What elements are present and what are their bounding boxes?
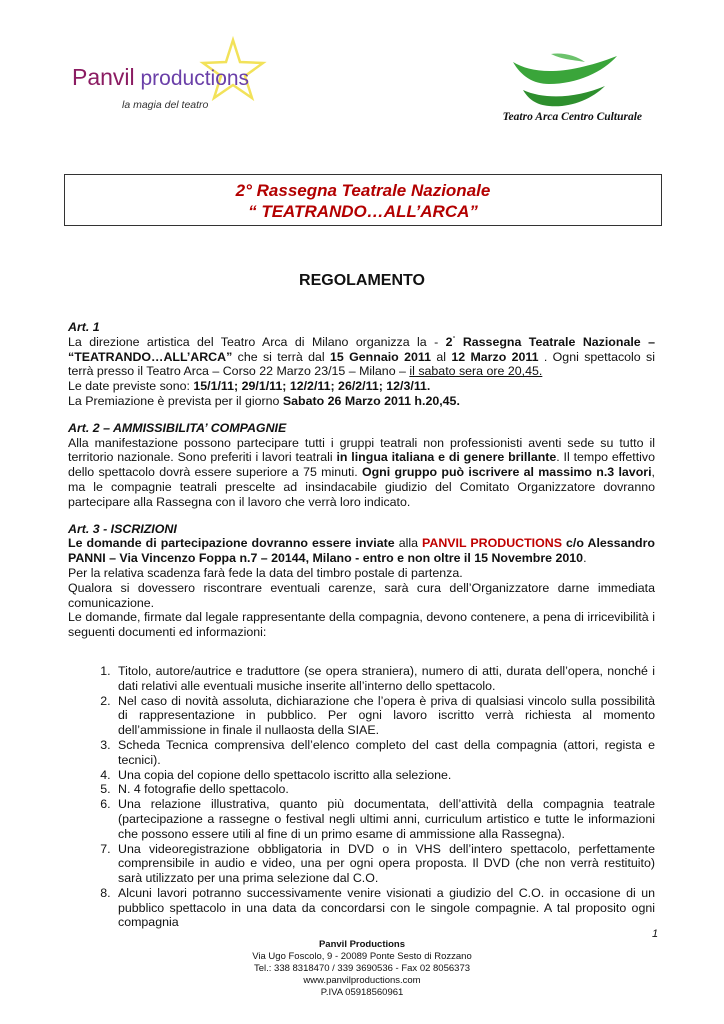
footer-address: Via Ugo Foscolo, 9 - 20089 Ponte Sesto di Rozzano <box>252 951 472 962</box>
title-box <box>64 174 662 226</box>
teatro-arca-logo <box>505 50 625 112</box>
art2-paragraph <box>68 436 655 510</box>
text: Alla manifestazione possono partecipare tutti i gruppi teatrali non professionisti aventi sede su tutto il territorio nazionale. Sono preferiti i lavori teatrali <box>68 435 655 465</box>
text: Le date previste sono: <box>68 379 194 394</box>
art3-carenze-note: Qualora si dovessero riscontrare eventuali carenze, sarà cura dell’Organizzatore darne immediata comunicazione. <box>68 580 655 610</box>
title-line1: 2° Rassegna Teatrale Nazionale <box>235 181 491 200</box>
title-line2: “ TEATRANDO…ALL’ARCA” <box>248 202 478 221</box>
text: La Premiazione è prevista per il giorno <box>68 393 283 408</box>
footer-vat: P.IVA 05918560961 <box>320 987 404 998</box>
text: alla <box>394 536 423 551</box>
list-item: 3. Scheda Tecnica comprensiva dell’elenco completo del cast della compagnia (attori, regista e tecnici). <box>114 738 655 768</box>
text: 15/1/11; 29/1/11; 12/2/11; 26/2/11; 12/3/11. <box>193 379 431 394</box>
requirements-list <box>68 664 655 930</box>
teatro-arca-name: Teatro Arca Centro Culturale <box>502 111 642 123</box>
text: . Ogni spettacolo si terrà presso il Teatro Arca – Corso 22 Marzo 23/15 – Milano – <box>68 349 655 379</box>
brand-part1: Panvil <box>72 64 135 90</box>
text: in lingua italiana e di genere brillante <box>336 450 557 465</box>
brand-tagline: la magia del teatro <box>122 99 209 111</box>
text: PANVIL PRODUCTIONS <box>422 536 562 551</box>
text: Ogni gruppo può iscrivere al massimo n.3 lavori <box>361 465 652 480</box>
page-number: 1 <box>652 928 659 940</box>
art2-heading: Art. 2 – AMMISSIBILITA’ COMPAGNIE <box>68 420 287 435</box>
list-item: 2. Nel caso di novità assoluta, dichiarazione che l’opera è priva di qualsiasi vincolo sulla possibilità di rappresentazione in pubblico. Per ogni lavoro iscritto verrà richiesta al momento dell’ammissione in finale il nullaosta della SIAE. <box>114 694 655 738</box>
list-item: 5. N. 4 fotografie dello spettacolo. <box>114 782 655 797</box>
footer-phone: Tel.: 338 8318470 / 339 3690536 - Fax 02 8056373 <box>253 963 471 974</box>
text: . Il tempo effettivo dello spettacolo dovrà essere superiore a 75 minuti. <box>68 450 655 480</box>
text: c/o Alessandro PANNI – Via Vincenzo Foppa n.7 – 20144, Milano - entro e non oltre il 15 Novembre 2010 <box>68 536 655 566</box>
list-item: 1. Titolo, autore/autrice e traduttore (se opera straniera), numero di atti, durata dell’opera, nonché i dati relativi alle eventuali musiche inserite all’interno dello spettacolo. <box>114 664 655 694</box>
footer-company: Panvil Productions <box>318 939 406 950</box>
text: 15 Gennaio 2011 <box>330 349 431 364</box>
text: . <box>583 551 587 566</box>
text: al <box>430 349 452 364</box>
text: il sabato sera ore 20,45. <box>409 364 543 379</box>
list-item: 4. Una copia del copione dello spettacolo iscritto alla selezione. <box>114 768 655 783</box>
list-item: 7. Una videoregistrazione obbligatoria in DVD o in VHS dell’intero spettacolo, perfettamente comprensibile in audio e video, una per ogni opera proposta. Il DVD (che non verrà restituito) sarà utilizzato per una prima selezione dal C.O. <box>114 842 655 886</box>
text: Le domande di partecipazione dovranno essere inviate <box>68 536 395 551</box>
arca-boat-icon <box>505 50 625 112</box>
text: che si terrà dal <box>232 349 331 364</box>
art1-heading: Art. 1 <box>68 320 100 334</box>
art3-heading: Art. 3 - ISCRIZIONI <box>68 521 177 536</box>
art1-paragraph <box>68 335 655 379</box>
text: ° <box>452 335 456 343</box>
document-body <box>68 320 655 930</box>
brand-part2: productions <box>134 67 250 90</box>
art3-paragraph <box>68 536 655 566</box>
art3-deadline-note: Per la relativa scadenza farà fede la data del timbro postale di partenza. <box>68 565 463 580</box>
text: 12 Marzo 2011 <box>451 349 539 364</box>
text: Sabato 26 Marzo 2011 h.20,45. <box>282 393 460 408</box>
text: Rassegna Teatrale Nazionale – “TEATRANDO…ALL’ARCA” <box>68 334 655 364</box>
brand-name <box>72 64 249 91</box>
art1-premiazione <box>68 394 655 409</box>
section-heading: REGOLAMENTO <box>299 272 425 289</box>
footer <box>0 939 724 999</box>
panvil-logo <box>50 28 290 118</box>
text: 2 <box>445 334 453 349</box>
footer-website[interactable]: www.panvilproductions.com <box>303 975 421 986</box>
list-item: 8. Alcuni lavori potranno successivamente venire visionati a giudizio del C.O. in occasione di un pubblico spettacolo in una data da concordarsi con le singole compagnie. A tal proposito ogni compagnia <box>114 886 655 930</box>
art3-requirements-intro: Le domande, firmate dal legale rappresentante della compagnia, devono contenere, a pena di irricevibilità i seguenti documenti ed informazioni: <box>68 610 655 640</box>
text: La direzione artistica del Teatro Arca di Milano organizza la - <box>68 334 446 349</box>
art1-dates <box>68 379 655 394</box>
list-item: 6. Una relazione illustrativa, quanto più documentata, dell’attività della compagnia teatrale (partecipazione a rassegne o festival negli ultimi anni, curriculum artistico e tutte le informazioni che possono essere utili al fine di un primo esame di ammissione alla Rassegna). <box>114 797 655 841</box>
text: , ma le compagnie teatrali prescelte ad insindacabile giudizio del Comitato Organizzatore dovranno partecipare alla Rassegna con il lavoro che verrà loro indicato. <box>68 465 655 509</box>
